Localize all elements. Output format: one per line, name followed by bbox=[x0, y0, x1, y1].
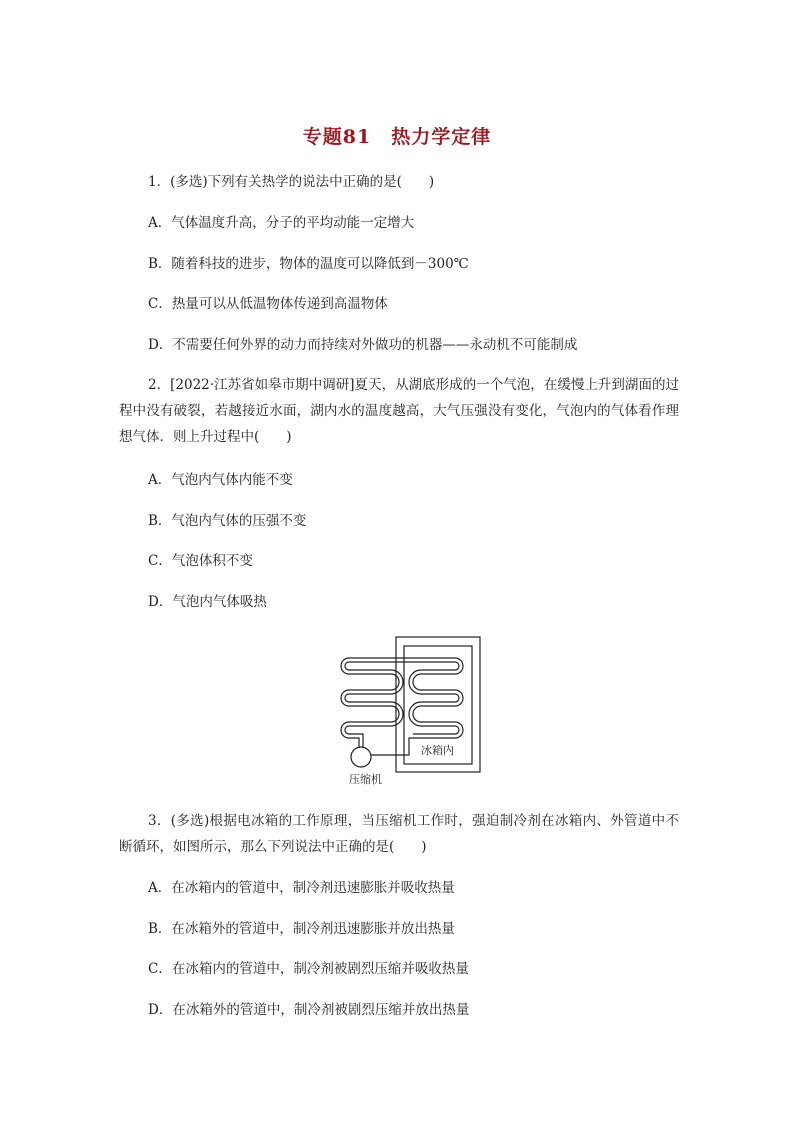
label-fridge-inside: 冰箱内 bbox=[421, 744, 454, 757]
refrigerator-diagram bbox=[335, 633, 485, 788]
q3-option-b: B．在冰箱外的管道中，制冷剂迅速膨胀并放出热量 bbox=[148, 921, 455, 937]
q3-option-a: A．在冰箱内的管道中，制冷剂迅速膨胀并吸收热量 bbox=[148, 880, 455, 896]
q2-option-a: A．气泡内气体内能不变 bbox=[148, 472, 293, 488]
q2-option-d: D．气泡内气体吸热 bbox=[148, 594, 267, 610]
label-compressor: 压缩机 bbox=[349, 773, 382, 786]
evaporator-coil-inner bbox=[409, 662, 459, 734]
q3-option-d: D．在冰箱外的管道中，制冷剂被剧烈压缩并放出热量 bbox=[148, 1002, 470, 1018]
page-title: 专题81 热力学定律 bbox=[302, 126, 492, 148]
q1-option-c: C．热量可以从低温物体传递到高温物体 bbox=[148, 296, 388, 312]
q1-option-d: D．不需要任何外界的动力而持续对外做功的机器——永动机不可能制成 bbox=[148, 337, 578, 353]
q3-stem: 3．(多选)根据电冰箱的工作原理，当压缩机工作时，强迫制冷剂在冰箱内、外管道中不断循环，如图所示，那么下列说法中正确的是( ) bbox=[119, 813, 679, 855]
refrigerator-diagram-svg bbox=[335, 633, 485, 788]
q2-option-c: C．气泡体积不变 bbox=[148, 553, 253, 569]
condenser-coil-inner bbox=[345, 662, 413, 748]
q1-option-b: B．随着科技的进步，物体的温度可以降低到－300℃ bbox=[148, 256, 469, 272]
q2-stem: 2．[2022·江苏省如皋市期中调研]夏天，从湖底形成的一个气泡，在缓慢上升到湖面的过程中没有破裂，若越接近水面，湖内水的温度越高，大气压强没有变化，气泡内的气体看作理想气体．则上升过程中( ) bbox=[119, 377, 679, 445]
q1-stem: 1．(多选)下列有关热学的说法中正确的是( ) bbox=[148, 174, 435, 190]
q2-option-b: B．气泡内气体的压强不变 bbox=[148, 513, 307, 529]
q1-option-a: A．气体温度升高，分子的平均动能一定增大 bbox=[148, 215, 415, 231]
q3-option-c: C．在冰箱内的管道中，制冷剂被剧烈压缩并吸收热量 bbox=[148, 961, 469, 977]
compressor-icon bbox=[351, 747, 371, 767]
